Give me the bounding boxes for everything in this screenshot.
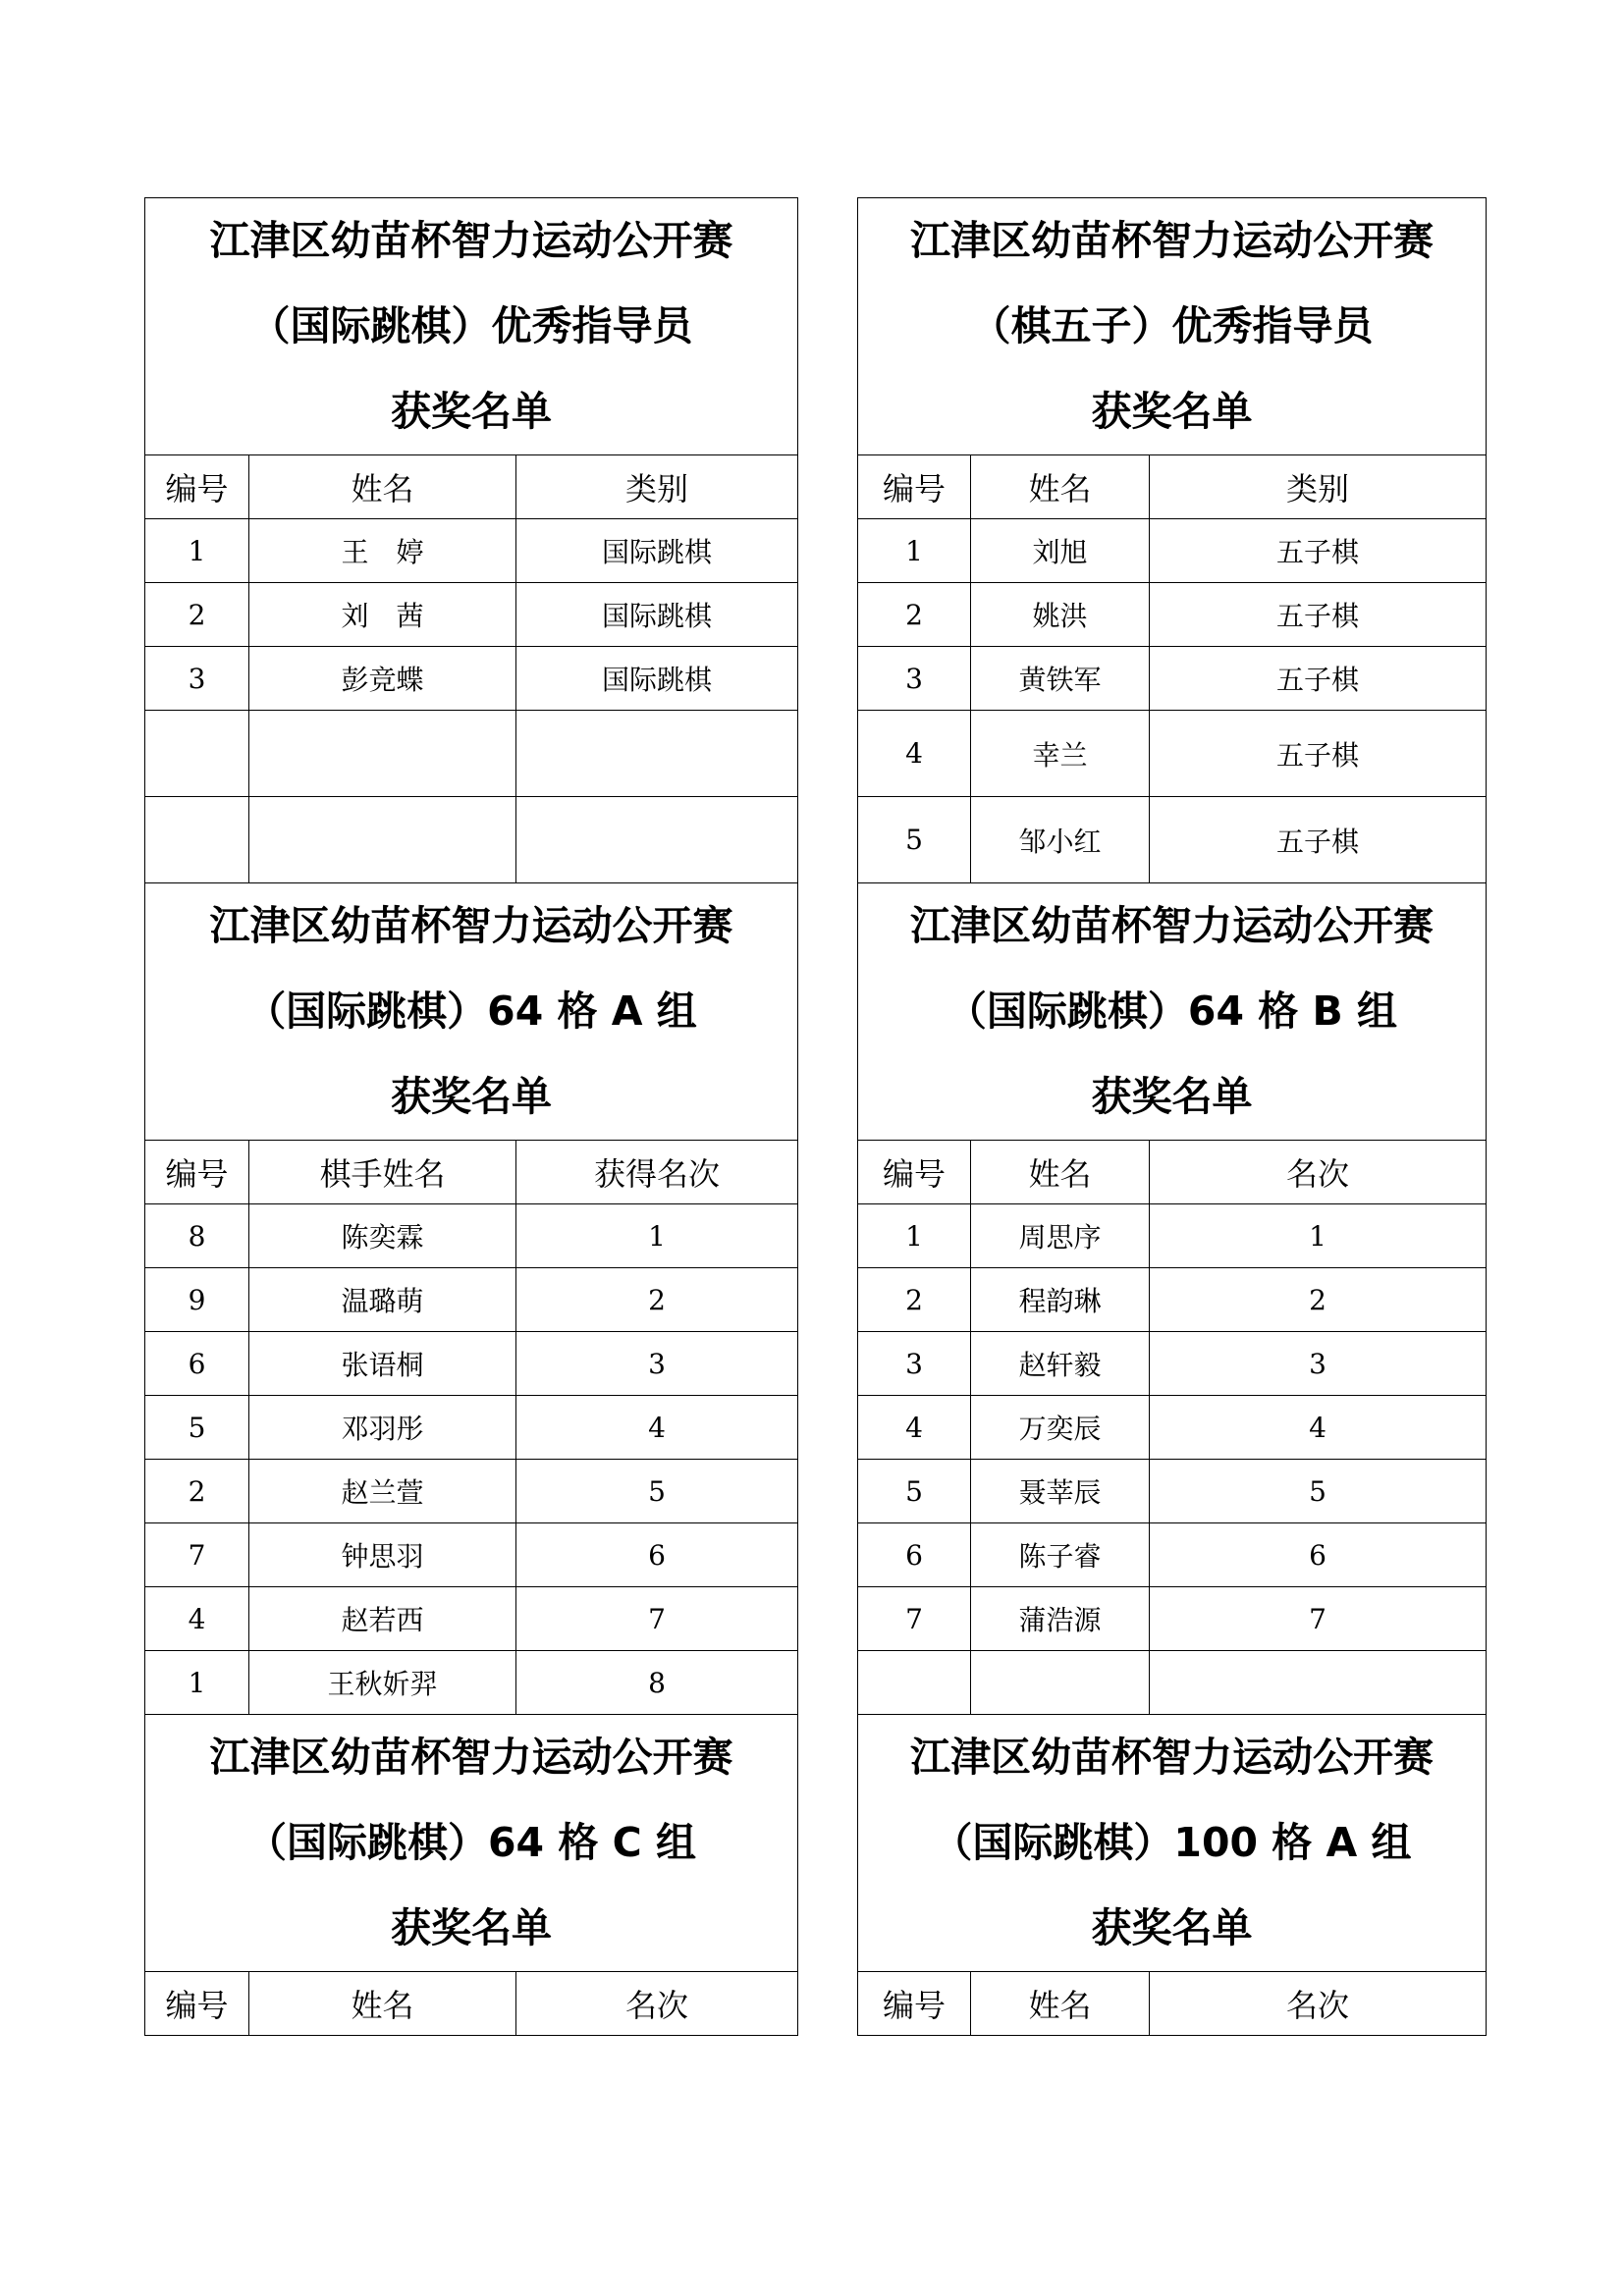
cell-name: 王 婷 [249,519,516,583]
title-line-2: （国际跳棋）64 格 C 组 [246,1819,696,1866]
section-title-row [858,1715,1487,1972]
cell-category: 五子棋 [1150,647,1487,711]
table-row [858,1332,1487,1396]
cell-name: 刘 茜 [249,583,516,647]
title-line-3: 获奖名单 [391,1073,552,1120]
cell-category: 五子棋 [1150,797,1487,883]
title-line-1: 江津区幼苗杯智力运动公开赛 [209,1734,733,1781]
table-row [858,1523,1487,1587]
title-line-1: 江津区幼苗杯智力运动公开赛 [209,902,733,949]
header-number: 编号 [145,455,249,519]
cell-number: 1 [145,519,249,583]
cell-rank: 4 [516,1396,798,1460]
section-title [145,883,798,1141]
right-award-column [857,197,1487,2036]
table-row [858,711,1487,797]
header-number: 编号 [145,1141,249,1204]
cell-number: 2 [858,1268,971,1332]
cell-name: 赵兰萱 [249,1460,516,1523]
cell-name: 赵若西 [249,1587,516,1651]
cell-category: 五子棋 [1150,583,1487,647]
cell-number: 8 [145,1204,249,1268]
cell-number: 4 [858,1396,971,1460]
cell-name [971,1651,1150,1715]
cell-number: 2 [858,583,971,647]
section-title [858,198,1487,455]
cell-name: 周思序 [971,1204,1150,1268]
table-row [858,647,1487,711]
cell-number: 7 [145,1523,249,1587]
cell-name: 陈子睿 [971,1523,1150,1587]
cell-name: 温璐萌 [249,1268,516,1332]
cell-name: 邹小红 [971,797,1150,883]
title-line-3: 获奖名单 [1091,388,1253,435]
table-row [858,1268,1487,1332]
title-line-1: 江津区幼苗杯智力运动公开赛 [910,217,1434,264]
section-title-row [145,1715,798,1972]
cell-number: 3 [858,1332,971,1396]
section-title-row [145,883,798,1141]
cell-rank: 2 [1150,1268,1487,1332]
cell-rank: 6 [1150,1523,1487,1587]
header-category: 类别 [516,455,798,519]
header-name: 姓名 [249,455,516,519]
section-title [145,198,798,455]
cell-number: 1 [858,1204,971,1268]
table-row [145,1204,798,1268]
title-line-3: 获奖名单 [391,388,552,435]
left-award-column [144,197,798,2036]
cell-rank: 8 [516,1651,798,1715]
cell-number: 1 [858,519,971,583]
table-row-empty [858,1651,1487,1715]
header-number: 编号 [858,1972,971,2036]
cell-category: 国际跳棋 [516,647,798,711]
cell-rank: 5 [516,1460,798,1523]
table-row [858,1396,1487,1460]
cell-rank: 4 [1150,1396,1487,1460]
cell-number: 3 [145,647,249,711]
table-row [145,647,798,711]
title-line-2: （国际跳棋）优秀指导员 [249,302,693,349]
title-line-2: （国际跳棋）64 格 B 组 [946,988,1398,1035]
title-line-1: 江津区幼苗杯智力运动公开赛 [209,217,733,264]
header-number: 编号 [858,455,971,519]
table-row [145,1651,798,1715]
cell-number [858,1651,971,1715]
cell-name: 万奕辰 [971,1396,1150,1460]
cell-name: 黄铁军 [971,647,1150,711]
cell-name: 邓羽彤 [249,1396,516,1460]
cell-name: 刘旭 [971,519,1150,583]
cell-rank: 6 [516,1523,798,1587]
section-title-row [858,883,1487,1141]
section-title [858,883,1487,1141]
header-name: 姓名 [971,1972,1150,2036]
table-row [145,1523,798,1587]
cell-number: 4 [858,711,971,797]
header-name: 姓名 [249,1972,516,2036]
cell-number: 5 [145,1396,249,1460]
cell-number: 3 [858,647,971,711]
header-number: 编号 [858,1141,971,1204]
table-row [145,1587,798,1651]
cell-name: 赵轩毅 [971,1332,1150,1396]
cell-category [516,711,798,797]
header-category: 类别 [1150,455,1487,519]
table-header-row [858,1972,1487,2036]
cell-category: 五子棋 [1150,519,1487,583]
table-row-empty [145,711,798,797]
cell-number: 6 [145,1332,249,1396]
cell-category: 五子棋 [1150,711,1487,797]
header-player-name: 棋手姓名 [249,1141,516,1204]
header-rank: 名次 [1150,1141,1487,1204]
cell-number: 1 [145,1651,249,1715]
cell-number: 2 [145,583,249,647]
cell-name: 蒲浩源 [971,1587,1150,1651]
cell-rank: 2 [516,1268,798,1332]
cell-number [145,711,249,797]
table-row [858,1204,1487,1268]
cell-category: 国际跳棋 [516,519,798,583]
cell-category: 国际跳棋 [516,583,798,647]
section-title [858,1715,1487,1972]
table-row [858,583,1487,647]
header-rank: 名次 [1150,1972,1487,2036]
cell-rank [1150,1651,1487,1715]
cell-name: 程韵琳 [971,1268,1150,1332]
cell-number: 4 [145,1587,249,1651]
cell-rank: 3 [1150,1332,1487,1396]
cell-name [249,711,516,797]
title-line-3: 获奖名单 [391,1904,552,1951]
cell-rank: 5 [1150,1460,1487,1523]
cell-name: 王秋妡羿 [249,1651,516,1715]
table-row-empty [145,797,798,883]
cell-number: 5 [858,1460,971,1523]
cell-category [516,797,798,883]
table-row [145,1460,798,1523]
section-title-row [145,198,798,455]
title-line-2: （棋五子）优秀指导员 [970,302,1374,349]
table-row [145,1332,798,1396]
table-row [145,1396,798,1460]
cell-name: 姚洪 [971,583,1150,647]
header-number: 编号 [145,1972,249,2036]
table-row [858,797,1487,883]
cell-rank: 7 [1150,1587,1487,1651]
title-line-1: 江津区幼苗杯智力运动公开赛 [910,902,1434,949]
cell-rank: 1 [516,1204,798,1268]
section-title-row [858,198,1487,455]
title-line-2: （国际跳棋）100 格 A 组 [932,1819,1412,1866]
cell-name: 陈奕霖 [249,1204,516,1268]
cell-name [249,797,516,883]
cell-name: 张语桐 [249,1332,516,1396]
section-title [145,1715,798,1972]
cell-number: 2 [145,1460,249,1523]
table-row [858,1460,1487,1523]
title-line-3: 获奖名单 [1091,1073,1253,1120]
cell-rank: 1 [1150,1204,1487,1268]
table-row [858,1587,1487,1651]
title-line-3: 获奖名单 [1091,1904,1253,1951]
title-line-2: （国际跳棋）64 格 A 组 [245,988,697,1035]
cell-rank: 7 [516,1587,798,1651]
cell-number: 5 [858,797,971,883]
header-name: 姓名 [971,1141,1150,1204]
header-rank: 获得名次 [516,1141,798,1204]
table-row [145,519,798,583]
table-header-row [858,1141,1487,1204]
table-header-row [145,1972,798,2036]
cell-number: 9 [145,1268,249,1332]
cell-rank: 3 [516,1332,798,1396]
table-header-row [858,455,1487,519]
header-name: 姓名 [971,455,1150,519]
table-header-row [145,455,798,519]
cell-name: 幸兰 [971,711,1150,797]
cell-name: 聂莘辰 [971,1460,1150,1523]
cell-name: 彭竞蝶 [249,647,516,711]
title-line-1: 江津区幼苗杯智力运动公开赛 [910,1734,1434,1781]
cell-number [145,797,249,883]
cell-number: 6 [858,1523,971,1587]
header-rank: 名次 [516,1972,798,2036]
cell-name: 钟思羽 [249,1523,516,1587]
table-row [858,519,1487,583]
table-row [145,583,798,647]
table-header-row [145,1141,798,1204]
cell-number: 7 [858,1587,971,1651]
table-row [145,1268,798,1332]
